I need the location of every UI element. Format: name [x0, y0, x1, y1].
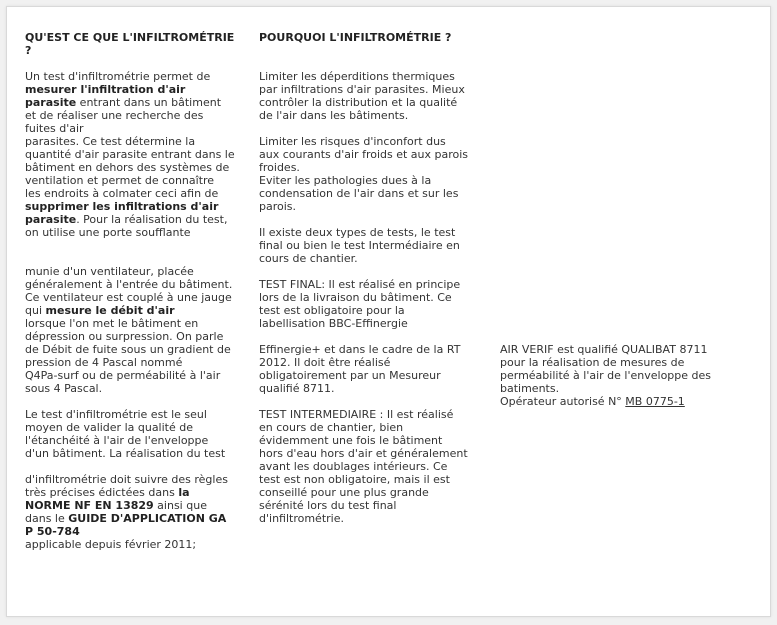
paragraph-limit-losses: Limiter les déperditions thermiques par infiltrations d'air parasites. Mieux contrôler la distribution et la qualité de l'air dans les bâtiments. — [259, 70, 465, 122]
emphasis-norm: la NORME NF EN 13829 — [25, 486, 190, 512]
paragraph-fan: munie d'un ventilateur, placée généralement à l'entrée du bâtiment. Ce ventilateur est couplé à une jauge qui mesure le débit d'air lorsque l'on met le bâtiment en dépression ou surpression. On parle de Débit de fuite sous un gradient de pression de 4 Pascal nommé Q4Pa-surf ou de perméabilité à l'air sous 4 Pascal. — [25, 265, 233, 395]
emphasis-guide: GUIDE D'APPLICATION GA P 50-784 — [25, 512, 227, 538]
emphasis-measure: mesurer l'infiltration d'air parasite — [25, 83, 186, 109]
column-why — [259, 31, 469, 525]
paragraph-validation: Le test d'infiltrométrie est le seul moyen de valider la qualité de l'étanchéité à l'air de l'enveloppe d'un bâtiment. La réalisation du test — [25, 408, 226, 460]
emphasis-airflow: mesure le débit d'air — [45, 304, 175, 317]
paragraph-effinergie: Effinergie+ et dans le cadre de la RT 2012. Il doit être réalisé obligatoirement par un Mesureur qualifié 8711. — [259, 343, 461, 395]
heading-what-is: QU'EST CE QUE L'INFILTROMÉTRIE ? — [25, 31, 235, 57]
operator-line: Opérateur autorisé N° MB 0775-1 — [500, 395, 685, 408]
content-panel — [6, 6, 771, 617]
operator-number-link[interactable]: MB 0775-1 — [625, 395, 685, 408]
paragraph-qualibat: AIR VERIF est qualifié QUALIBAT 8711 pour la réalisation de mesures de perméabilité à l'air de l'enveloppe des batiments. — [500, 343, 712, 395]
paragraph-test-types: Il existe deux types de tests, le test final ou bien le test Intermédiaire en cours de chantier. — [259, 226, 460, 265]
paragraph-final-test: TEST FINAL: Il est réalisé en principe lors de la livraison du bâtiment. Ce test est obligatoire pour la labellisation BBC-Effinergie — [259, 278, 461, 330]
emphasis-suppress: supprimer les infiltrations d'air parasite — [25, 200, 219, 226]
paragraph-intermediate-test: TEST INTERMEDIAIRE : Il est réalisé en cours de chantier, bien évidemment une fois le bâtiment hors d'eau hors d'air et généralement avant les doublages intérieurs. Ce test est non obligatoire, mais il est conseillé pour une plus grande sérénité lors du test final d'infiltrométrie. — [259, 408, 468, 525]
heading-why: POURQUOI L'INFILTROMÉTRIE ? — [259, 31, 452, 44]
paragraph-limit-risks: Limiter les risques d'inconfort dus aux courants d'air froids et aux parois froides. Eviter les pathologies dues à la condensation de l'air dans et sur les parois. — [259, 135, 469, 213]
column-qualification — [500, 343, 730, 408]
paragraph-norms: d'infiltrométrie doit suivre des règles très précises édictées dans la NORME NF EN 13829 ainsi que dans le GUIDE D'APPLICATION GA P 50-784 applicable depuis février 2011; — [25, 473, 228, 551]
column-what-is — [25, 31, 235, 551]
paragraph-definition: Un test d'infiltrométrie permet de mesurer l'infiltration d'air parasite entrant dans un bâtiment et de réaliser une recherche des fuites d'air parasites. Ce test détermine la quantité d'air parasite entrant dans le bâtiment en dehors des systèmes de ventilation et permet de connaître les endroits à colmater ceci afin de supprimer les infiltrations d'air parasite. Pour la réalisation du test, on utilise une porte soufflante — [25, 70, 235, 239]
